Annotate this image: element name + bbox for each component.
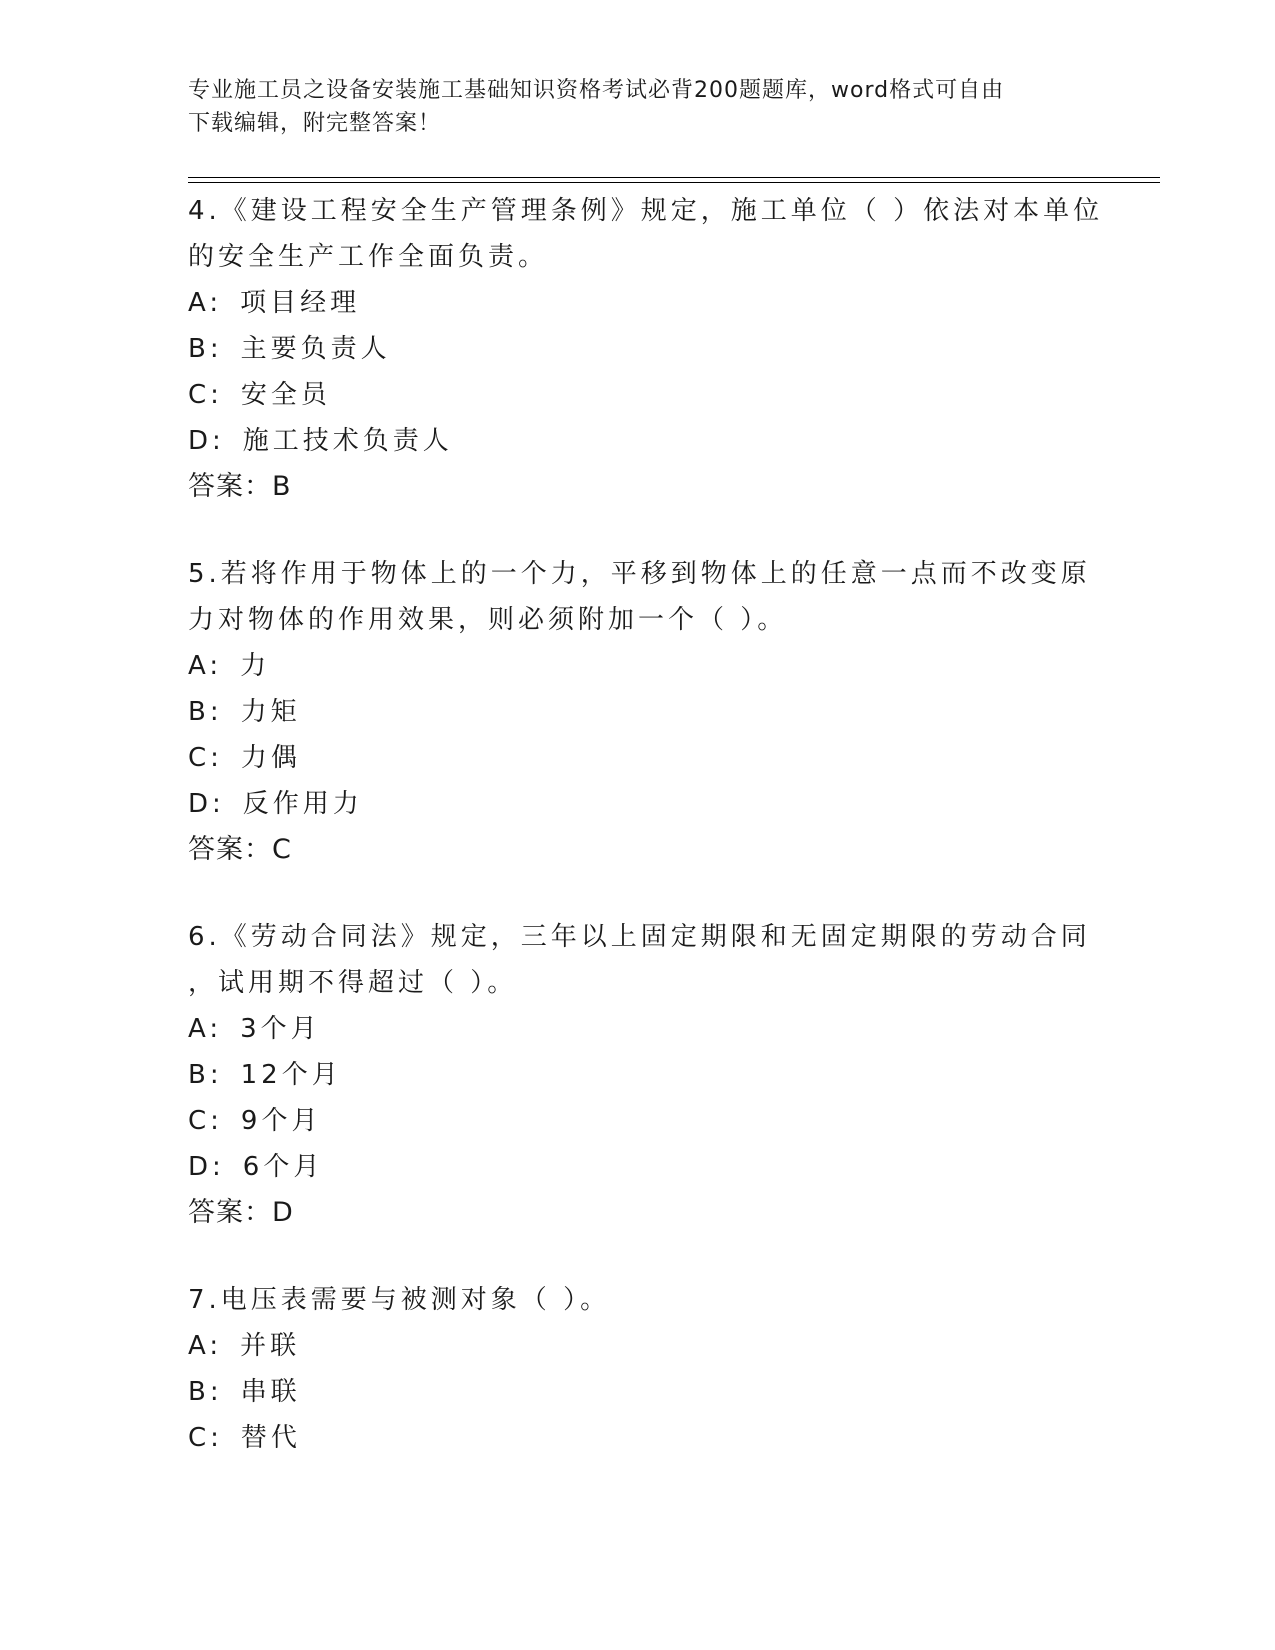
option-letter: B: xyxy=(188,1377,223,1407)
header-divider-top xyxy=(188,177,1160,178)
question-stem xyxy=(188,1277,1108,1323)
question-stem-line: 力对物体的作用效果，则必须附加一个（ ）。 xyxy=(188,605,788,635)
question-stem-line: 6.《劳动合同法》规定，三年以上固定期限和无固定期限的劳动合同 xyxy=(188,922,1091,952)
option-letter: B: xyxy=(188,334,223,364)
option-c xyxy=(188,1098,1108,1144)
option-letter: B: xyxy=(188,1060,223,1090)
option-d xyxy=(188,1144,1108,1190)
option-text: 3个月 xyxy=(240,1014,321,1044)
option-text: 反作用力 xyxy=(242,789,363,819)
answer-line: 答案：C xyxy=(188,834,292,865)
option-c xyxy=(188,372,1108,418)
option-a xyxy=(188,1323,1108,1369)
option-b xyxy=(188,1369,1108,1415)
option-text: 主要负责人 xyxy=(240,334,391,364)
option-text: 串联 xyxy=(240,1377,301,1407)
option-d xyxy=(188,418,1108,464)
answer-line: 答案：B xyxy=(188,471,292,502)
document-header xyxy=(188,74,1088,140)
option-letter: A: xyxy=(188,288,223,318)
option-b xyxy=(188,689,1108,735)
option-d xyxy=(188,781,1108,827)
question-stem-line: 4.《建设工程安全生产管理条例》规定，施工单位（ ）依法对本单位 xyxy=(188,196,1104,226)
option-letter: B: xyxy=(188,697,223,727)
question-stem xyxy=(188,188,1108,280)
option-letter: D: xyxy=(188,789,225,819)
option-letter: A: xyxy=(188,651,223,681)
option-c xyxy=(188,1415,1108,1461)
question-stem-line: 7.电压表需要与被测对象（ ）。 xyxy=(188,1285,611,1315)
question-6 xyxy=(188,914,1108,1236)
option-letter: C: xyxy=(188,743,223,773)
question-stem xyxy=(188,551,1108,643)
option-letter: C: xyxy=(188,1423,223,1453)
question-4 xyxy=(188,188,1108,510)
option-text: 力偶 xyxy=(240,743,301,773)
option-text: 并联 xyxy=(240,1331,301,1361)
option-letter: D: xyxy=(188,426,225,456)
option-b xyxy=(188,326,1108,372)
question-stem-line: ，试用期不得超过（ ）。 xyxy=(188,968,518,998)
question-7 xyxy=(188,1277,1108,1461)
option-text: 项目经理 xyxy=(240,288,361,318)
header-divider-bottom xyxy=(188,182,1160,183)
question-5 xyxy=(188,551,1108,873)
header-line-1: 专业施工员之设备安装施工基础知识资格考试必背200题题库，word格式可自由 xyxy=(188,78,1005,103)
option-a xyxy=(188,1006,1108,1052)
option-text: 力 xyxy=(240,651,271,681)
option-text: 12个月 xyxy=(240,1060,342,1090)
option-b xyxy=(188,1052,1108,1098)
option-c xyxy=(188,735,1108,781)
answer-line: 答案：D xyxy=(188,1197,294,1228)
option-letter: C: xyxy=(188,380,223,410)
option-text: 9个月 xyxy=(240,1106,322,1136)
option-text: 力矩 xyxy=(240,697,301,727)
option-a xyxy=(188,643,1108,689)
question-list xyxy=(188,188,1108,1502)
option-letter: D: xyxy=(188,1152,225,1182)
question-stem-line: 5.若将作用于物体上的一个力，平移到物体上的任意一点而不改变原 xyxy=(188,559,1091,589)
option-a xyxy=(188,280,1108,326)
option-letter: A: xyxy=(188,1331,223,1361)
header-line-2: 下载编辑，附完整答案！ xyxy=(188,111,442,136)
option-letter: C: xyxy=(188,1106,223,1136)
option-text: 6个月 xyxy=(242,1152,324,1182)
question-stem xyxy=(188,914,1108,1006)
question-stem-line: 的安全生产工作全面负责。 xyxy=(188,242,549,272)
option-text: 施工技术负责人 xyxy=(242,426,453,456)
option-text: 安全员 xyxy=(240,380,331,410)
option-text: 替代 xyxy=(240,1423,301,1453)
option-letter: A: xyxy=(188,1014,223,1044)
